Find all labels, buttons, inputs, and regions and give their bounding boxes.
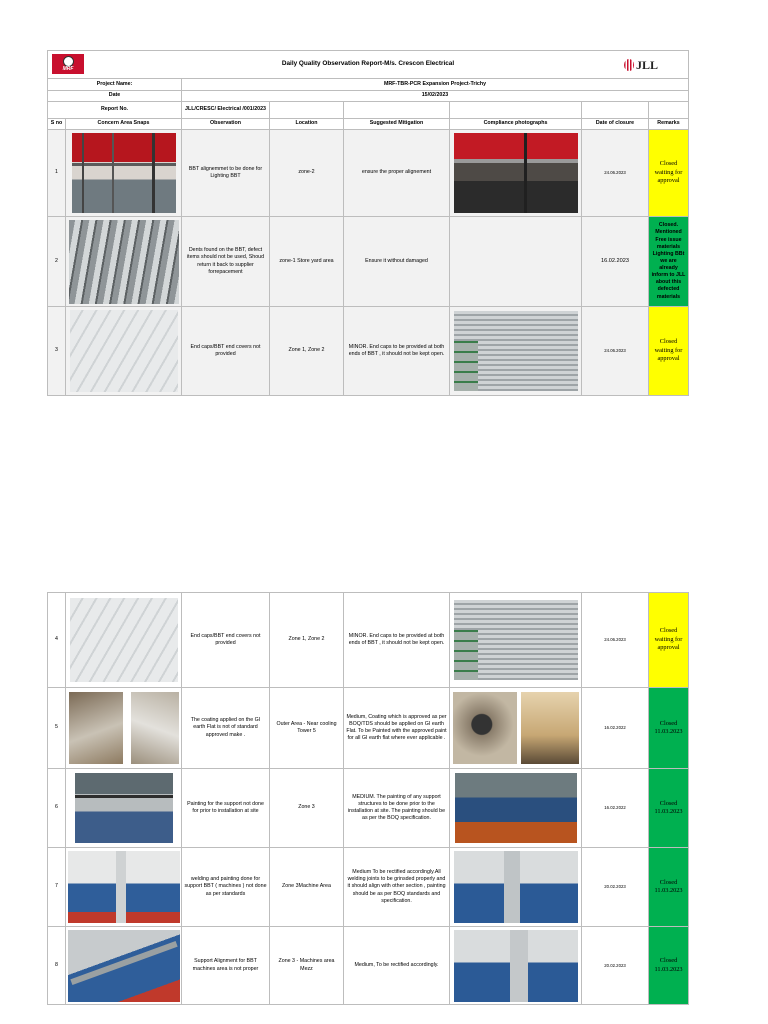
col-remarks: Remarks [649,119,689,130]
report-title: Daily Quality Observation Report-M/s. Crescon Electrical [281,60,455,68]
table-row: 5 The coating applied on the GI earth Flat is not of standard approved make . Outer Area - Near cooling Tower 5 Medium, Coating which is approved as per BOQ/TDS should be applied on GI earth Flat. To be Painted with the approved paint for all GI earth flat where ever applicable . 16.02.2022 Closed 11.03.2023 [48,688,689,769]
jll-logo: JLL [624,57,658,73]
status-cell: Closed 11.03.2023 [649,848,689,927]
status-cell: Closed waiting for approval [649,593,689,688]
table-row: 1 BBT alignemmet to be done for Lighting BBT zone-2 ensure the proper alignement 24.06.2023 Closed waiting for approval [48,130,689,217]
project-name-label: Project Name: [48,79,182,91]
status-cell: Closed 11.03.2023 [649,927,689,1005]
report-sheet-page-1 [47,50,688,396]
column-header-row [48,119,689,130]
compliance-photo [454,311,578,391]
col-observation: Observation [182,119,270,130]
status-cell: Closed waiting for approval [649,130,689,217]
project-name-value: MRF-TBR-PCR Expansion Project-Trichy [182,79,689,91]
concern-photo [70,598,178,682]
table-row: 2 Dents found on the BBT, defect items should not be used, Shoud return it back to supplier forrepacement zone-1 Store yard area Ensure it without damaged 16.02.2023 Closed. Mentioned Free issue materials Lighting BBt we are already inform to JLL about this defected materials [48,217,689,307]
compliance-photo [453,692,579,764]
report-sheet-page-2 [47,592,688,1005]
concern-photo [72,133,176,213]
mrf-logo: MRF [52,54,84,74]
col-concern-snaps: Concern Area Snaps [66,119,182,130]
concern-photo [68,930,180,1002]
status-cell: Closed 11.03.2023 [649,688,689,769]
col-mitigation: Suggested Mitigation [344,119,450,130]
date-value: 15/02/2023 [182,91,689,102]
table-row: 6 Painting for the support not done for prior to installation at site Zone 3 MEDIUM. The painting of any support structures to be done prior to the installation at site. The painting should be as per the BOQ specification. 16.02.2022 Closed 11.03.2023 [48,769,689,848]
concern-photo [69,692,179,764]
concern-photo [69,220,179,304]
report-continuation-table [47,592,689,1005]
compliance-photo [455,773,577,843]
col-date-closure: Date of closure [582,119,649,130]
col-location: Location [270,119,344,130]
compliance-photo [454,600,578,680]
report-no-label: Report No. [48,102,182,119]
status-cell: Closed. Mentioned Free issue materials Lighting BBt we are already inform to JLL about this defected materials [649,217,689,307]
report-header-table [47,50,689,396]
jll-mark-icon [624,59,634,71]
compliance-photo [454,133,578,213]
concern-photo [68,851,180,923]
table-row: 8 Support Alignment for BBT machines area is not proper Zone 3 - Machines area Mezz Medium, To be rectified accordingly. 20.02.2023 Closed 11.03.2023 [48,927,689,1005]
status-cell: Closed 11.03.2023 [649,769,689,848]
report-no-value: JLL/CRESC/ Electrical /001/2023 [182,102,270,119]
concern-photo [70,310,178,392]
table-row: 3 End caps/BBT end covers not provided Zone 1, Zone 2 MINOR. End caps to be provided at both ends of BBT , it should not be kept open. 24.06.2023 Closed waiting for approval [48,307,689,396]
table-row: 4 End caps/BBT end covers not provided Zone 1, Zone 2 MINOR. End caps to be provided at both ends of BBT , it should not be kept open. 24.06.2023 Closed waiting for approval [48,593,689,688]
col-sno: S no [48,119,66,130]
col-compliance-photos: Compliance photographs [450,119,582,130]
status-cell: Closed waiting for approval [649,307,689,396]
concern-photo [75,773,173,843]
date-label: Date [48,91,182,102]
compliance-photo [454,930,578,1002]
compliance-photo [454,851,578,923]
table-row: 7 welding and painting done for support BBT ( machines ) not done as per standards Zone 3Machine Area Medium To be rectified accordingly.All welding joints to be grinsded properly and it should align with other section , painting should be as per BOQ standards and specification. 20.02.2023 Closed 11.03.2023 [48,848,689,927]
